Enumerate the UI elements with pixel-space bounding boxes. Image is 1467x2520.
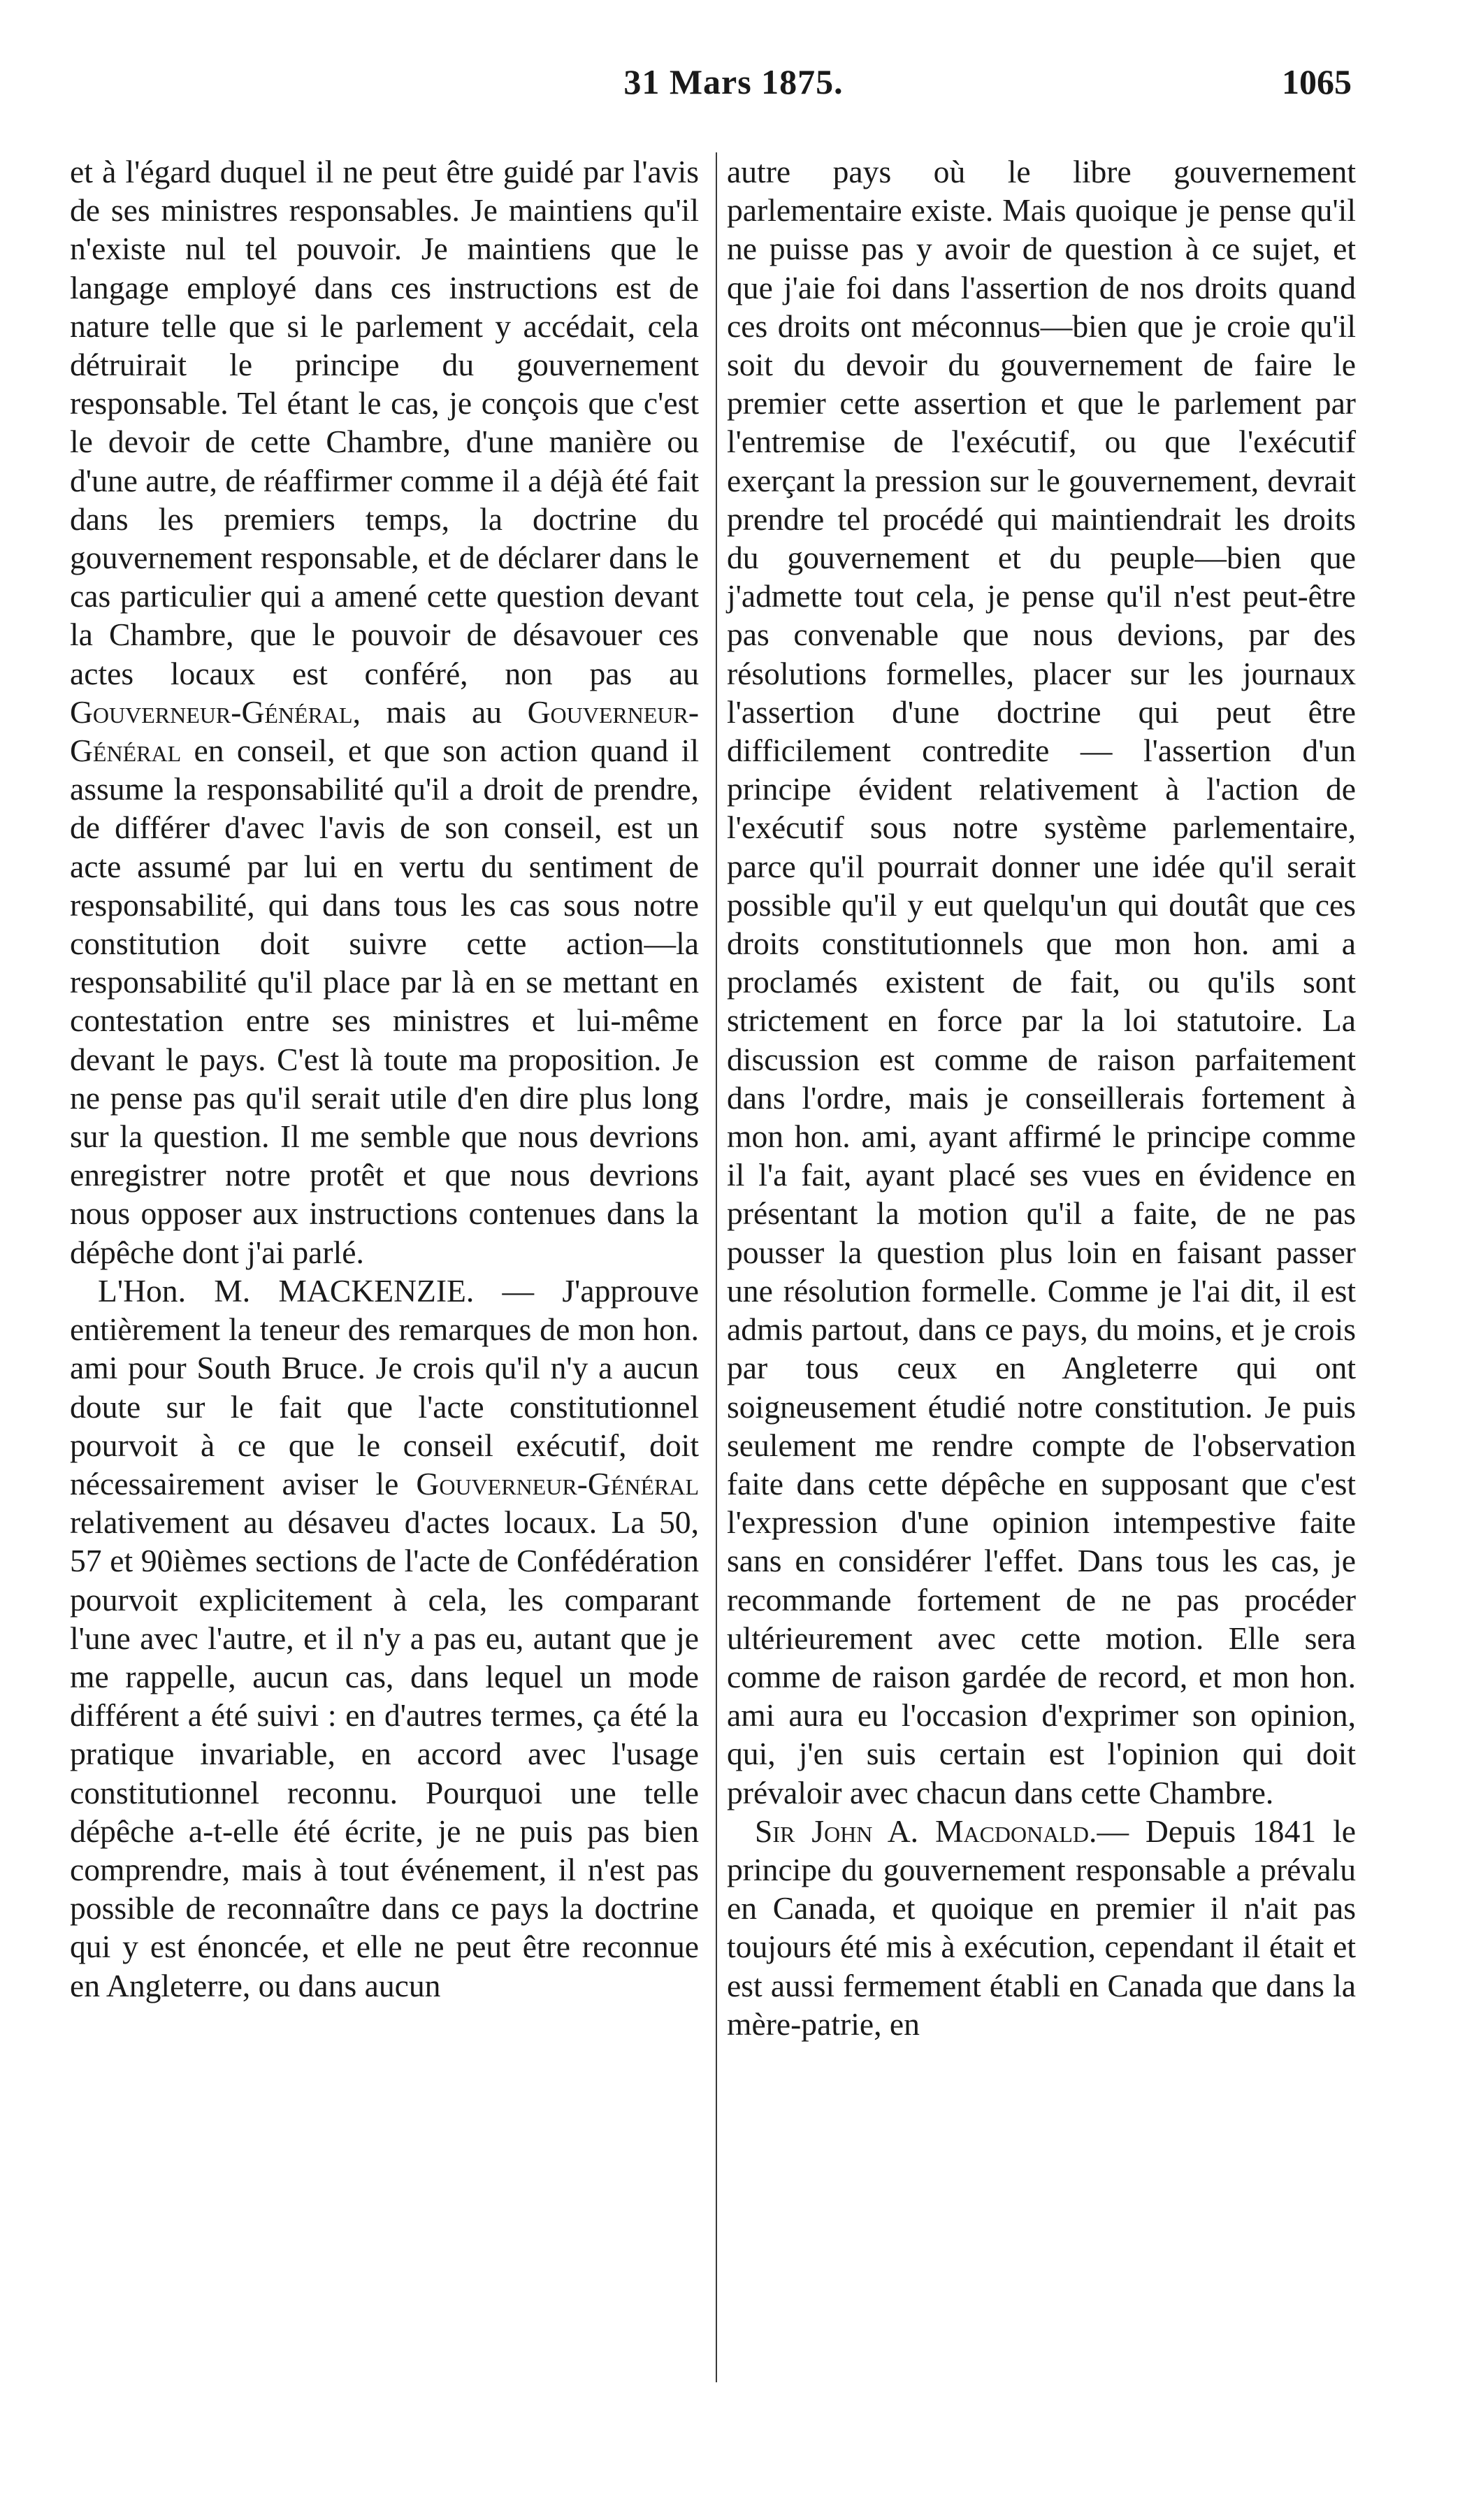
paragraph-text: — J'approuve entièrement la teneur des remarques de mon hon. ami pour South Bruce. Je crois qu'il n'y a aucun doute sur le fait que l'acte constitutionnel pourvoit à ce que le conseil exécutif, doit nécessairement aviser le	[70, 1272, 699, 1502]
paragraph-text: en conseil, et que son action quand il assume la responsabilité qu'il a droit de prendre, de différer d'avec l'avis de son conseil, est un acte assumé par lui en vertu du sentiment de responsabilité, qui dans tous les cas sous notre constitution doit suivre cette action—la responsabilité qu'il place par là en se mettant en contestation entre ses ministres et lui-même devant le pays. C'est là toute ma proposition. Je ne pense pas qu'il serait utile d'en dire plus long sur la question. Il me semble que nous devrions enregistrer notre protêt et que nous devrions nous opposer aux instructions contenues dans la dépêche dont j'ai parlé.	[70, 733, 699, 1270]
paragraph-text: et à l'égard duquel il ne peut être guidé par l'avis de ses ministres responsables. Je maintiens qu'il n'existe nul tel pouvoir. Je maintiens que le langage employé dans ces instructions est de nature telle que si le parlement y accédait, cela détruirait le principe du gouvernement responsable. Tel étant le cas, je conçois que c'est le devoir de cette Chambre, d'une manière ou d'une autre, de réaffirmer comme il a déjà été fait dans les premiers temps, la doctrine du gouvernement responsable, et de déclarer dans le cas particulier qui a amené cette question devant la Chambre, que le pouvoir de désavouer ces actes locaux est conféré, non pas au	[70, 154, 699, 691]
title-governor-general: Gouverneur-Général	[70, 693, 700, 769]
title-governor-general: Gouverneur-Général	[416, 1465, 699, 1502]
paragraph	[727, 152, 1356, 1812]
page-number: 1065	[1282, 62, 1352, 101]
speaker-name: L'Hon. M. MACKENZIE.	[98, 1272, 475, 1309]
header-date: 31 Mars 1875.	[623, 62, 844, 101]
title-governor-general: Gouverneur-Général	[70, 693, 353, 730]
column-divider	[716, 152, 717, 2382]
left-column	[70, 152, 699, 2005]
paragraph-text: , mais au	[352, 693, 503, 730]
paragraph-text: autre pays où le libre gouvernement parlementaire existe. Mais quoique je pense qu'il ne puisse pas y avoir de question à ce sujet, et que j'aie foi dans l'assertion de nos droits quand ces droits ont méconnus—bien que je croie qu'il soit du devoir du gouvernement de faire le premier cette assertion et que le parlement par l'entremise de l'exécutif, ou que l'exécutif exerçant la pression sur le gouvernement, devrait prendre tel procédé qui maintiendrait les droits du gouvernement et du peuple—bien que j'admette tout cela, je pense qu'il n'est peut-être pas convenable que nous devions, par des résolutions formelles, placer sur les journaux l'assertion d'une doctrine qui peut être difficilement contredite — l'assertion d'un principe évident relativement à l'action de l'exécutif sous notre système parlementaire, parce qu'il pourrait donner une idée qu'il serait possible qu'il y eut quelqu'un qui doutât que ces droits constitutionnels que mon hon. ami a proclamés existent de fait, ou qu'ils sont strictement en force par la loi statutoire. La discussion est comme de raison parfaitement dans l'ordre, mais je conseillerais fortement à mon hon. ami, ayant affirmé le principe comme il l'a fait, ayant placé ses vues en évidence en présentant la motion qu'il a faite, de ne pas pousser la question plus loin en faisant passer une résolution formelle. Comme je l'ai dit, il est admis partout, dans ce pays, du moins, et je crois par tous ceux en Angleterre qui ont soigneusement étudié notre constitution. Je puis seulement me rendre compte de l'observation faite dans cette dépêche en supposant que c'est l'expression d'une opinion intempestive faite sans en considérer l'effet. Dans tous les cas, je recommande fortement de ne pas procéder ultérieurement avec cette motion. Elle sera comme de raison gardée de record, et mon hon. ami aura eu l'occasion d'exprimer son opinion, qui, j'en suis certain est l'opinion qui doit prévaloir avec chacun dans cette Chambre.	[727, 154, 1356, 1810]
paragraph-text: relativement au désaveu d'actes locaux. La 50, 57 et 90ièmes sections de l'acte de Confédération pourvoit explicitement à cela, les comparant l'une avec l'autre, et il n'y a pas eu, autant que je me rappelle, aucun cas, dans lequel un mode différent a été suivi : en d'autres termes, ça été la pratique invariable, en accord avec l'usage constitutionnel reconnu. Pourquoi une telle dépêche a-t-elle été écrite, je ne puis pas bien comprendre, mais à tout événement, il n'est pas possible de reconnaître dans ce pays la doctrine qui y est énoncée, et elle ne peut être reconnue en Angleterre, ou dans aucun	[70, 1504, 699, 2003]
speech-paragraph	[70, 1272, 699, 2005]
right-column	[727, 152, 1356, 2043]
speech-paragraph	[727, 1812, 1356, 2043]
paragraph-text: — Depuis 1841 le principe du gouvernement responsable a prévalu en Canada, et quoique en premier il n'ait pas toujours été mis à exécution, cependant il était et est aussi fermement établi en Canada que dans la mère-patrie, en	[727, 1813, 1356, 2042]
speaker-name: Sir John A. Macdonald.	[755, 1813, 1097, 1849]
paragraph	[70, 152, 699, 1272]
